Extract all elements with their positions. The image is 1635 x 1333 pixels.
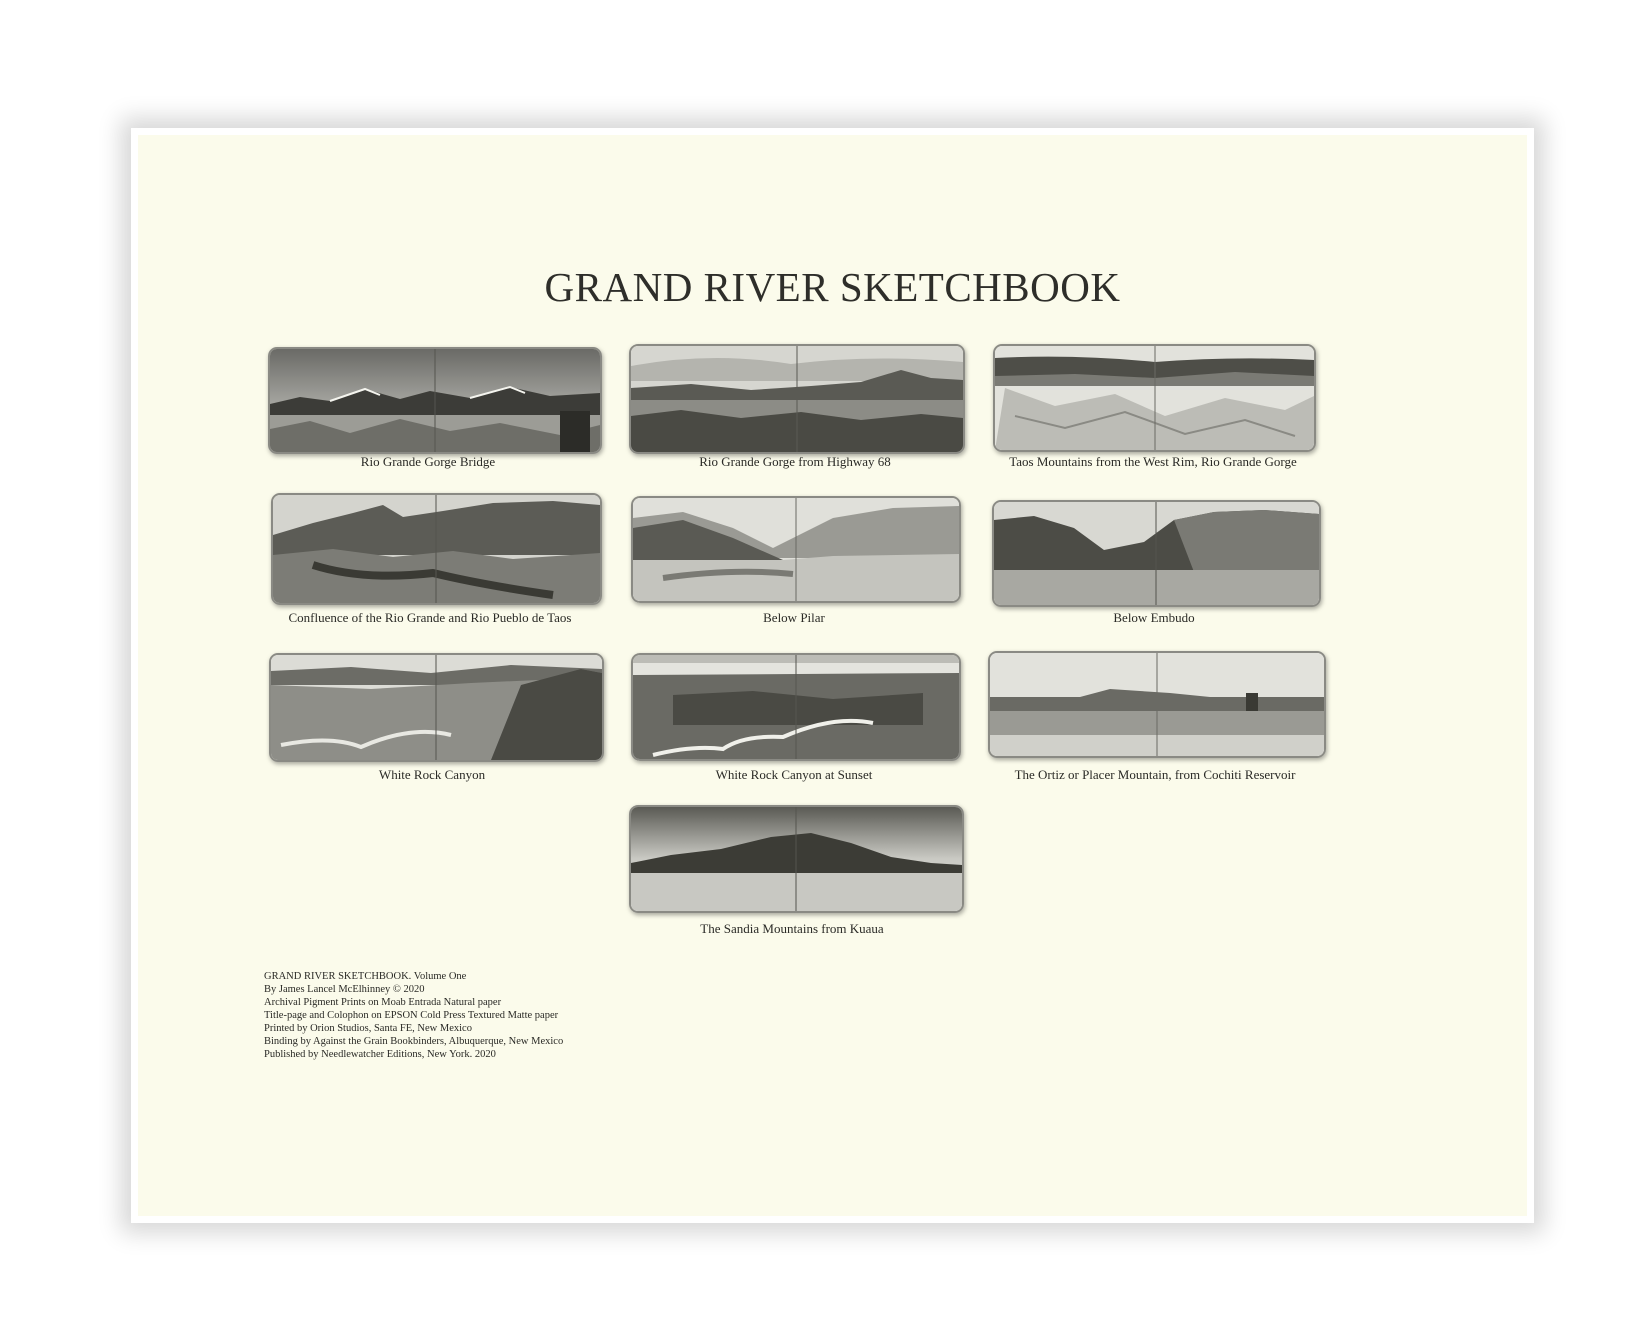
plate-caption: Rio Grande Gorge Bridge [360,454,496,469]
plate-caption: Rio Grande Gorge from Highway 68 [699,454,891,469]
sketch-plate-2 [629,344,965,454]
colophon-line: By James Lancel McElhinney © 2020 [264,984,425,995]
colophon-line: Archival Pigment Prints on Moab Entrada Natural paper [264,997,502,1008]
colophon-line: GRAND RIVER SKETCHBOOK. Volume One [264,971,467,982]
sketch-plate-1 [268,347,602,454]
mountain-sketch-icon [990,653,1324,756]
plate-caption: Confluence of the Rio Grande and Rio Pueblo de Taos [288,610,572,625]
colophon-line: Title-page and Colophon on EPSON Cold Press Textured Matte paper [264,1010,559,1021]
mountain-sketch-icon [271,655,602,760]
sketch-plate-5 [631,496,961,603]
mountain-sketch-icon [273,495,600,603]
plate-caption: White Rock Canyon at Sunset [715,767,873,782]
plate-caption: Taos Mountains from the West Rim, Rio Grande Gorge [1009,454,1297,469]
colophon-line: Binding by Against the Grain Bookbinders, Albuquerque, New Mexico [264,1036,564,1047]
mountain-sketch-icon [994,502,1319,605]
mountain-sketch-icon [270,349,600,452]
sketch-plate-9 [988,651,1326,758]
plate-caption: The Sandia Mountains from Kuaua [700,921,884,936]
page-title: GRAND RIVER SKETCHBOOK [544,264,1121,310]
mountain-sketch-icon [995,346,1314,450]
print-sheet [131,128,1534,1223]
mountain-sketch-icon [633,498,959,601]
mountain-sketch-icon [631,807,962,911]
plate-caption: White Rock Canyon [378,767,486,782]
sketch-plate-4 [271,493,602,605]
sketch-plate-10 [629,805,964,913]
mountain-sketch-icon [633,655,959,759]
sketch-plate-7 [269,653,604,762]
colophon [264,970,563,1061]
plate-caption: The Ortiz or Placer Mountain, from Cochiti Reservoir [1014,767,1296,782]
sketch-plate-3 [993,344,1316,452]
plate-caption: Below Embudo [1113,610,1195,625]
sketch-plate-6 [992,500,1321,607]
plate-caption: Below Pilar [763,610,825,625]
sketch-plate-8 [631,653,961,761]
colophon-line: Printed by Orion Studios, Santa FE, New Mexico [264,1023,472,1034]
mountain-sketch-icon [631,346,963,452]
colophon-line: Published by Needlewatcher Editions, New York. 2020 [264,1049,496,1060]
